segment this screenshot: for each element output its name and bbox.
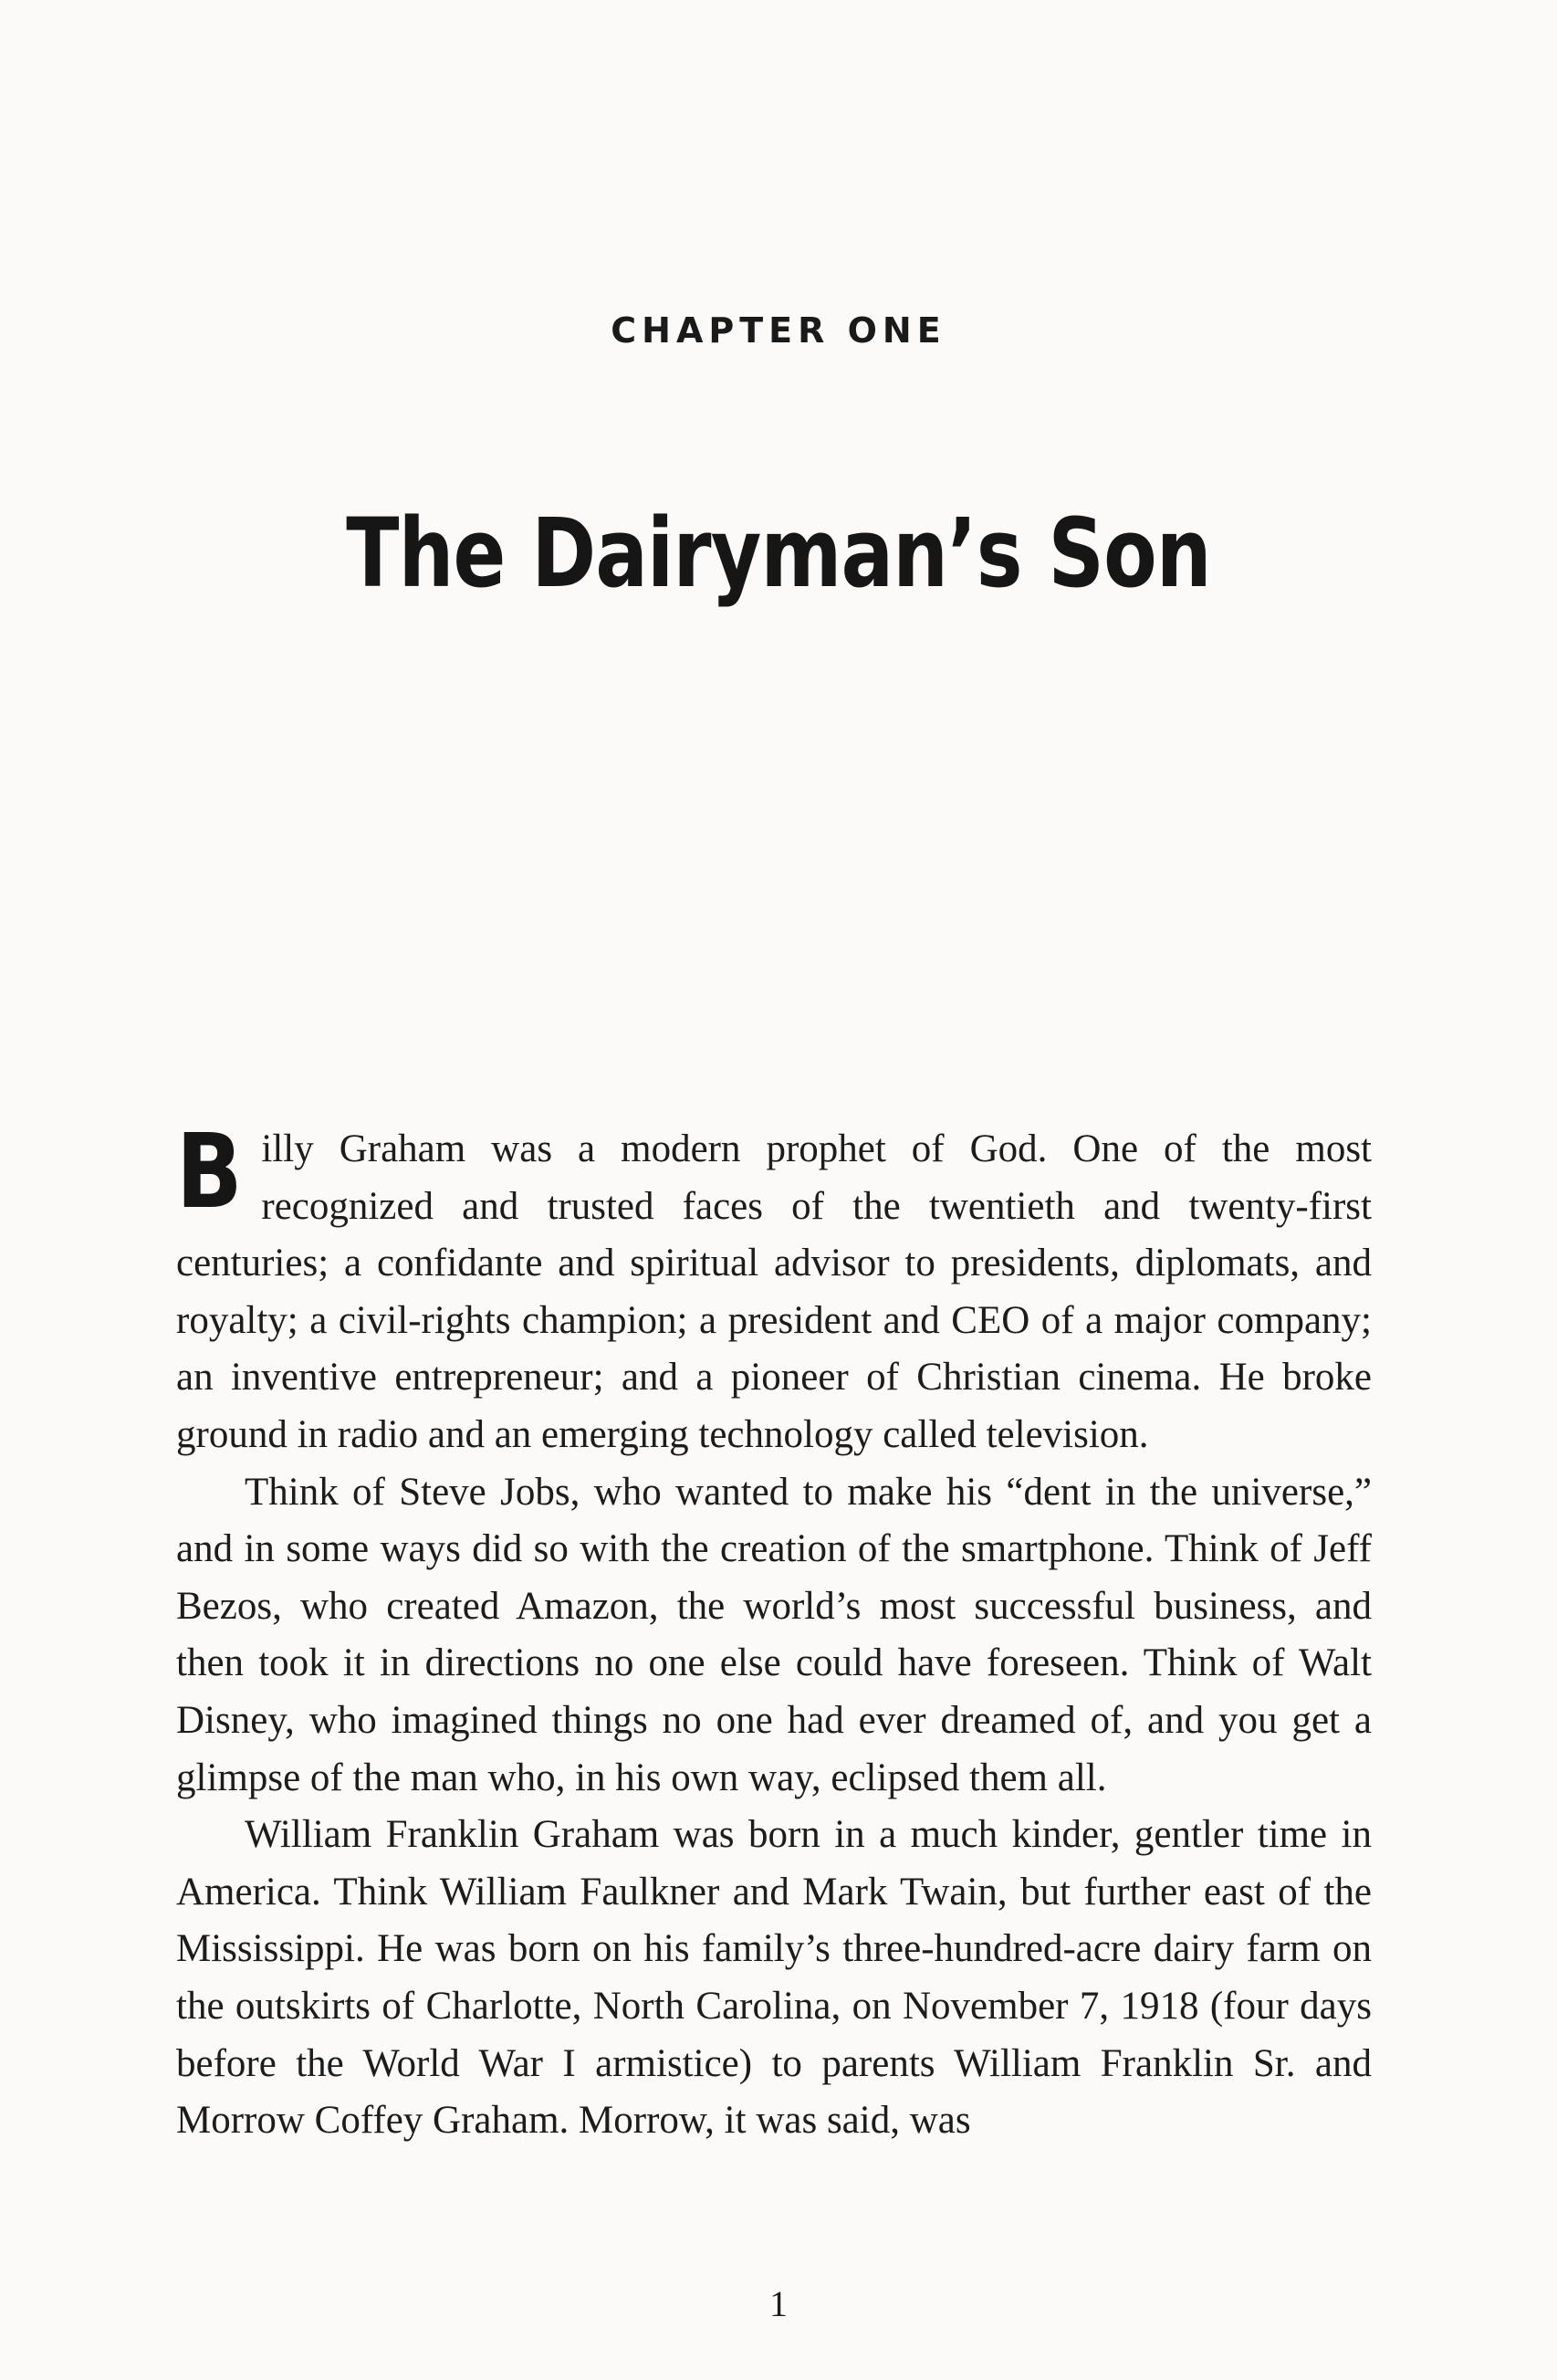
page-number: 1 [769, 2283, 788, 2324]
chapter-label: CHAPTER ONE [611, 310, 946, 351]
paragraph-1-text: illy Graham was a modern prophet of God. One of the most recognized and trusted faces of the twentieth and twenty-first centuries; a confidante and spiritual advisor to presidents, diplomats, and royalty; a civil-rights champion; a president and CEO of a major company; an inventive entrepreneur; and a pioneer of Christian cinema. He broke ground in radio and an emerging technology called television. [176, 1127, 1372, 1456]
paragraph-2: Think of Steve Jobs, who wanted to make his “dent in the universe,” and in some ways did so with the creation of the smartphone. Think of Jeff Bezos, who created Amazon, the world’s most successful business, and then took it in directions no one else could have foreseen. Think of Walt Disney, who imagined things no one had ever dreamed of, and you get a glimpse of the man who, in his own way, eclipsed them all. [176, 1470, 1372, 1799]
chapter-title: The Dairyman’s Son [346, 498, 1211, 609]
paragraph-3: William Franklin Graham was born in a much kinder, gentler time in America. Think William Faulkner and Mark Twain, but further east of the Mississippi. He was born on his family’s three-hundred-acre dairy farm on the outskirts of Charlotte, North Carolina, on November 7, 1918 (four days before the World War I armistice) to parents William Franklin Sr. and Morrow Coffey Graham. Morrow, it was said, was [176, 1813, 1372, 2143]
body-text [176, 1113, 1372, 2150]
paragraph-1 [176, 1113, 1372, 1464]
drop-cap: B [176, 1113, 243, 1232]
